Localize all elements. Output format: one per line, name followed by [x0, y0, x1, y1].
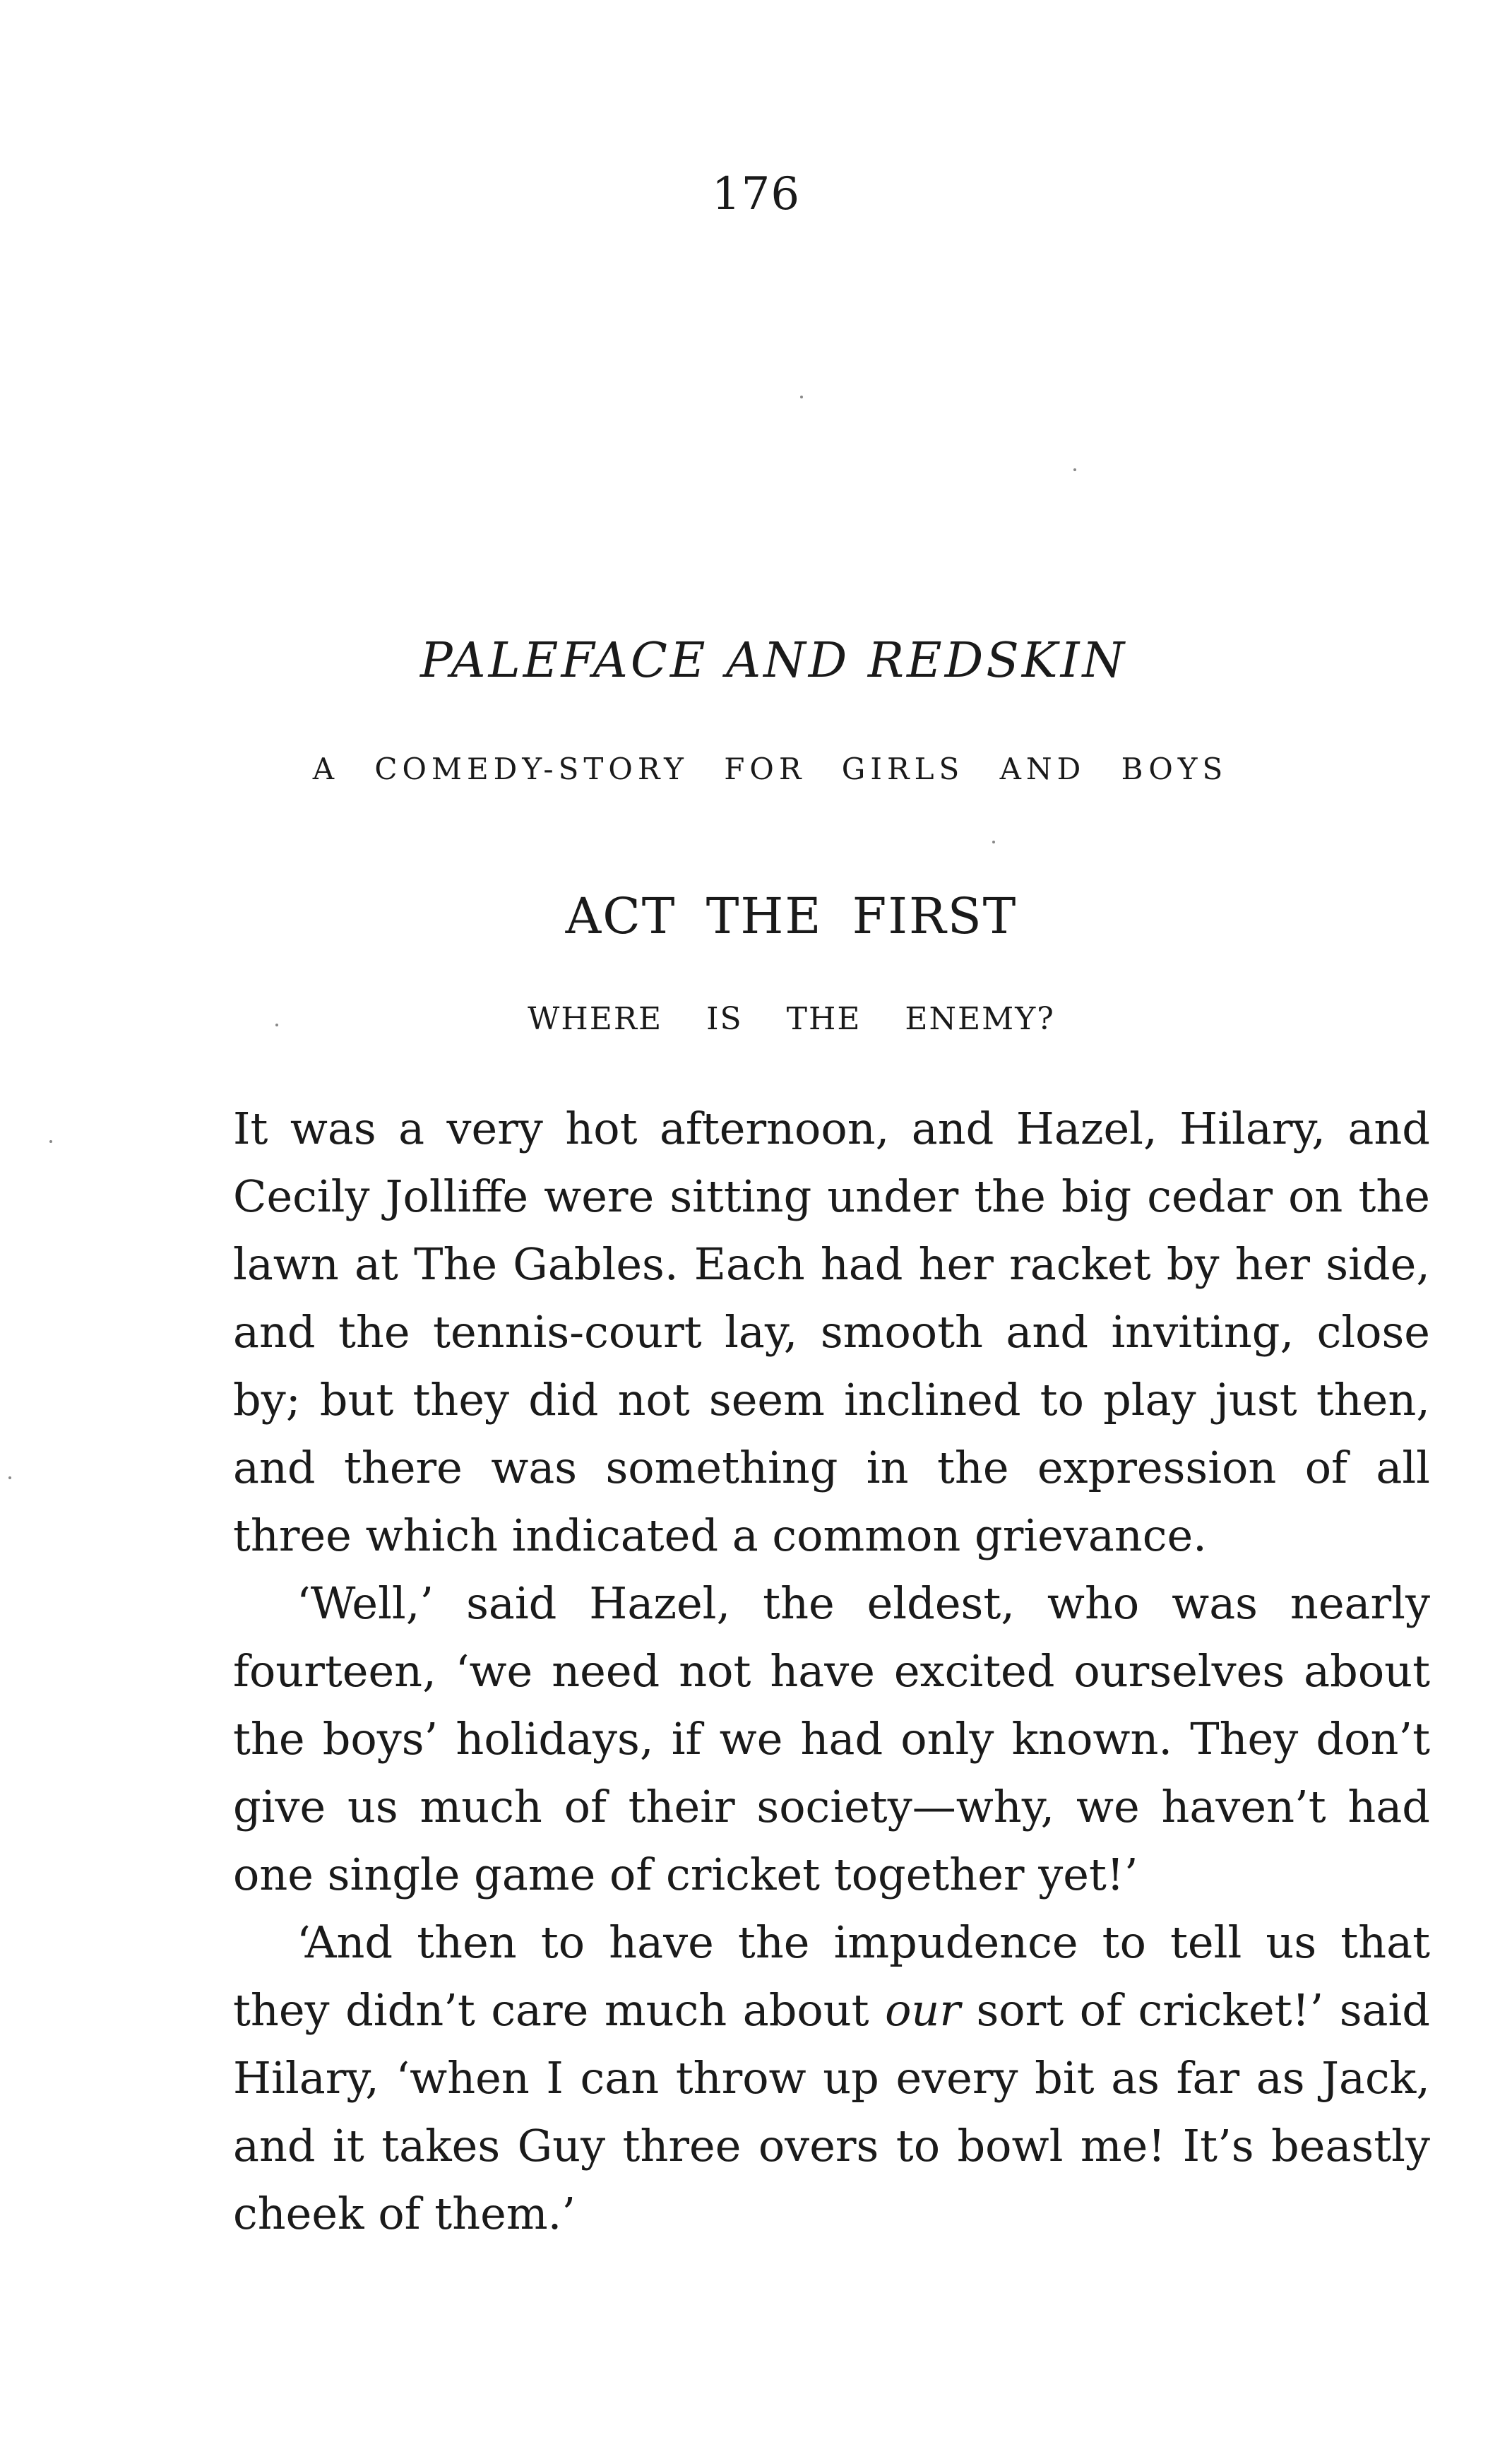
chapter-heading: WHERE IS THE ENEMY? [528, 1001, 1055, 1037]
body-text [233, 1095, 1430, 2248]
paragraph-3-text-before: ‘And then to have the impudence to tell us that they didn’t care much about [233, 1916, 1430, 2036]
paragraph-3 [233, 1909, 1430, 2248]
paragraph-lead: It [233, 1103, 268, 1154]
story-subtitle: A COMEDY-STORY FOR GIRLS AND BOYS [312, 752, 1228, 786]
paragraph-3-emphasis: our [885, 1984, 960, 2036]
scan-speck [275, 1024, 278, 1026]
paragraph-2-text: ‘Well,’ said Hazel, the eldest, who was nearly fourteen, ‘we need not have excited ourselves about the boys’ holidays, if we had only known. They don’t give us much of their society—why, we haven’t had one single game of cricket together yet!’ [233, 1577, 1430, 1900]
scan-speck [49, 1140, 52, 1143]
scan-speck [8, 1476, 11, 1479]
paragraph-3-text-after: sort of cricket!’ said Hilary, ‘when I can throw up every bit as far as Jack, and it takes Guy three overs to bowl me! It’s beastly cheek of them.’ [233, 1984, 1430, 2239]
scan-speck [1073, 468, 1076, 471]
scan-speck [992, 841, 995, 843]
page-number: 176 [711, 168, 801, 220]
story-title: PALEFACE AND REDSKIN [420, 633, 1127, 689]
paragraph-1-text: was a very hot afternoon, and Hazel, Hilary, and Cecily Jolliffe were sitting under the big cedar on the lawn at The Gables. Each had her racket by her side, and the tennis-court lay, smooth and inviting, close by; but they did not seem inclined to play just then, and there was something in the expression of all three which indicated a common grievance. [233, 1103, 1430, 1561]
paragraph-2 [233, 1570, 1430, 1909]
scan-speck [800, 396, 803, 398]
act-heading: ACT THE FIRST [565, 887, 1018, 945]
paragraph-1 [233, 1095, 1430, 1570]
